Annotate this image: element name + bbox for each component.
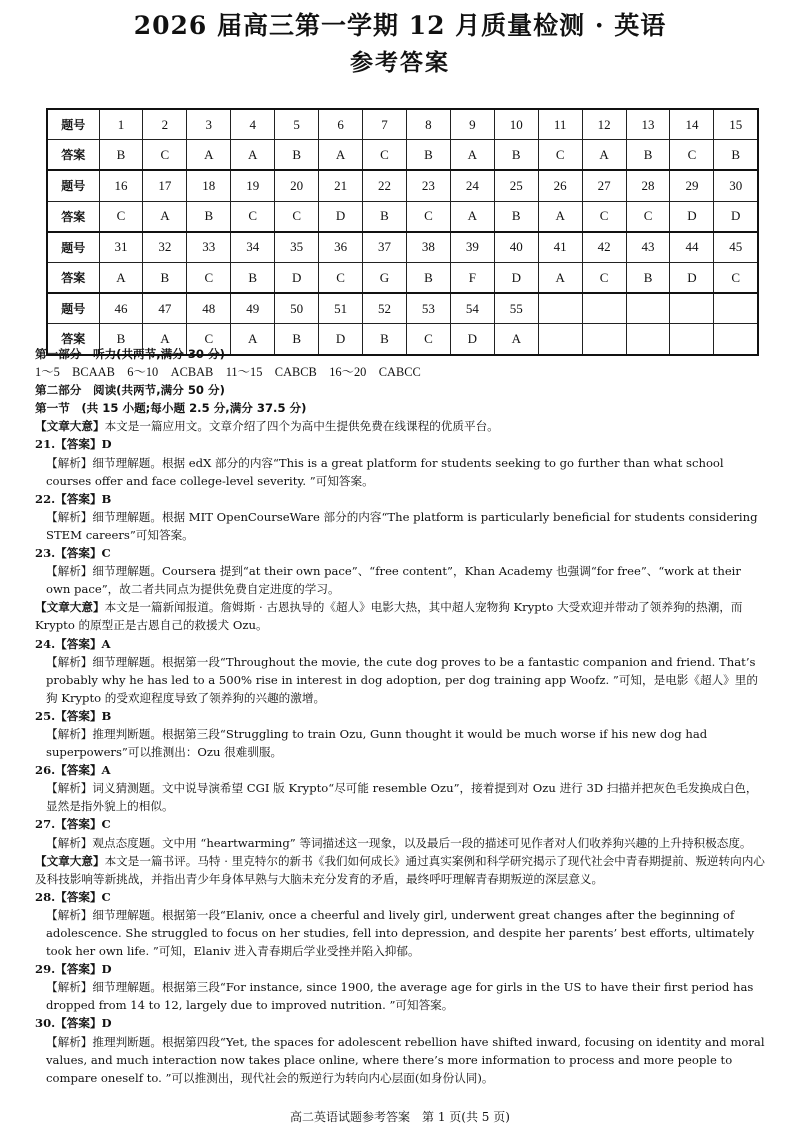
row-label-answer: 答案 — [47, 262, 99, 293]
summary-label: 【文章大意】 — [35, 419, 105, 434]
answer-table — [46, 108, 759, 356]
question-number-cell: 32 — [143, 232, 187, 263]
row-label-answer: 答案 — [47, 140, 99, 171]
answer-cell: D — [319, 324, 363, 355]
question-number-cell: 9 — [450, 109, 494, 140]
answer-cell: C — [231, 201, 275, 232]
question-number-cell: 55 — [494, 293, 538, 324]
answer-cell: B — [626, 140, 670, 171]
answer-cell: C — [626, 201, 670, 232]
answer-cell: F — [450, 262, 494, 293]
answer-cell: D — [450, 324, 494, 355]
question-number-cell — [626, 293, 670, 324]
question-number-cell: 39 — [450, 232, 494, 263]
answer-cell: C — [582, 201, 626, 232]
question-number-cell: 20 — [275, 170, 319, 201]
question-number-cell: 28 — [626, 170, 670, 201]
question-number-cell: 12 — [582, 109, 626, 140]
answer-cell: C — [187, 324, 231, 355]
answer-row — [47, 140, 758, 171]
answer-cell: B — [494, 140, 538, 171]
question-number-cell: 53 — [406, 293, 450, 324]
answer-cell: B — [406, 140, 450, 171]
question-number-cell: 11 — [538, 109, 582, 140]
answer-cell: A — [143, 201, 187, 232]
answer-explanations — [35, 345, 767, 1087]
part1-answers: 1～5 BCAAB 6～10 ACBAB 11～15 CABCB 16～20 CABCC — [35, 365, 421, 380]
question-number-cell: 10 — [494, 109, 538, 140]
q26-answer: 26.【答案】A — [35, 763, 111, 778]
answer-cell: B — [275, 324, 319, 355]
answer-cell: B — [187, 201, 231, 232]
answer-cell: A — [187, 140, 231, 171]
page-footer: 高二英语试题参考答案 第 1 页(共 5 页) — [290, 1110, 510, 1124]
answer-cell: C — [187, 262, 231, 293]
question-number-row — [47, 232, 758, 263]
answer-cell: C — [714, 262, 758, 293]
q28-explanation: 【解析】细节理解题。根据第一段“Elaniv, once a cheerful and lively girl, underwent great changes after the beginning of adolescence. She struggled to focus on her studies, fell into depression, and despite her parents’ best efforts, ultimately took her own life. ”可知，Elaniv 进入青春期后学业受挫并陷入抑郁。 — [46, 907, 755, 959]
answer-cell: B — [99, 140, 143, 171]
question-number-cell: 2 — [143, 109, 187, 140]
question-number-row — [47, 109, 758, 140]
question-number-cell: 35 — [275, 232, 319, 263]
q28-answer: 28.【答案】C — [35, 889, 111, 904]
summary-text: 本文是一篇新闻报道。詹姆斯 · 古恩执导的《超人》电影大热，其中超人宠物狗 Krypto 大受欢迎并带动了领养狗的热潮，而 Krypto 的原型正是古恩自己的救援犬 Ozu。 — [35, 600, 743, 633]
part2-title: 第二部分 阅读(共两节,满分 50 分) — [35, 383, 225, 398]
question-number-cell: 52 — [363, 293, 407, 324]
question-number-cell: 49 — [231, 293, 275, 324]
question-number-cell: 17 — [143, 170, 187, 201]
answer-cell: C — [538, 140, 582, 171]
section1-title: 第一节 (共 15 小题;每小题 2.5 分,满分 37.5 分) — [35, 401, 307, 416]
question-number-cell: 51 — [319, 293, 363, 324]
question-number-cell: 22 — [363, 170, 407, 201]
answer-cell: A — [99, 262, 143, 293]
answer-row — [47, 201, 758, 232]
question-number-cell: 50 — [275, 293, 319, 324]
answer-cell: B — [494, 201, 538, 232]
question-number-cell: 24 — [450, 170, 494, 201]
summary-label: 【文章大意】 — [35, 853, 105, 868]
question-number-cell: 15 — [714, 109, 758, 140]
question-number-cell: 5 — [275, 109, 319, 140]
q30-explanation: 【解析】推理判断题。根据第四段“Yet, the spaces for adolescent rebellion have shifted inward, focusing on identity and moral values, and much interaction now takes place online, where there’s more information to process and more people to compare oneself to. ”可以推测出，现代社会的叛逆行为转向内心层面(如身份认同)。 — [46, 1034, 765, 1085]
question-number-cell — [582, 293, 626, 324]
question-number-cell: 14 — [670, 109, 714, 140]
question-number-cell: 18 — [187, 170, 231, 201]
question-number-cell: 54 — [450, 293, 494, 324]
question-number-cell: 23 — [406, 170, 450, 201]
q22-answer: 22.【答案】B — [35, 491, 112, 506]
row-label-question: 题号 — [47, 232, 99, 263]
question-number-row — [47, 293, 758, 324]
question-number-row — [47, 170, 758, 201]
answer-cell: A — [450, 201, 494, 232]
answer-cell: B — [99, 324, 143, 355]
answer-cell: D — [670, 201, 714, 232]
question-number-cell: 34 — [231, 232, 275, 263]
question-number-cell: 8 — [406, 109, 450, 140]
q24-explanation: 【解析】细节理解题。根据第一段“Throughout the movie, the cute dog proves to be a fantastic companion and friend. That’s probably why he has led to a 500% rise in interest in dog adoption, per dog training app Woofz. ”可知，是电影《超人》里的狗 Krypto 的受欢迎程度导致了领养狗的兴趣的激增。 — [46, 654, 758, 705]
question-number-cell: 41 — [538, 232, 582, 263]
answer-cell: B — [275, 140, 319, 171]
q27-explanation: 【解析】观点态度题。文中用 “heartwarming” 等词描述这一现象，以及最后一段的描述可见作者对人们收养狗兴趣的上升持积极态度。 — [46, 835, 752, 850]
question-number-cell: 29 — [670, 170, 714, 201]
answer-cell: G — [363, 262, 407, 293]
q27-answer: 27.【答案】C — [35, 817, 111, 832]
question-number-cell — [714, 293, 758, 324]
q24-answer: 24.【答案】A — [35, 636, 111, 651]
q30-answer: 30.【答案】D — [35, 1016, 112, 1031]
answer-cell: D — [714, 201, 758, 232]
row-label-answer: 答案 — [47, 201, 99, 232]
question-number-cell — [670, 293, 714, 324]
question-number-cell: 33 — [187, 232, 231, 263]
question-number-cell: 40 — [494, 232, 538, 263]
question-number-cell: 3 — [187, 109, 231, 140]
question-number-cell: 26 — [538, 170, 582, 201]
question-number-cell: 25 — [494, 170, 538, 201]
answer-cell: A — [450, 140, 494, 171]
passage-a-summary — [35, 417, 767, 435]
part1-title: 第一部分 听力(共两节,满分 30 分) — [35, 347, 225, 361]
answer-cell: D — [275, 262, 319, 293]
answer-cell: C — [670, 140, 714, 171]
answer-cell: B — [714, 140, 758, 171]
answer-row — [47, 262, 758, 293]
question-number-cell: 19 — [231, 170, 275, 201]
question-number-cell: 13 — [626, 109, 670, 140]
q25-explanation: 【解析】推理判断题。根据第三段“Struggling to train Ozu, Gunn thought it would be much worse if his new dog had superpowers”可以推测出：Ozu 很难驯服。 — [46, 726, 708, 760]
answer-cell: C — [319, 262, 363, 293]
answer-cell: A — [319, 140, 363, 171]
q21-answer: 21.【答案】D — [35, 437, 112, 452]
summary-label: 【文章大意】 — [35, 600, 105, 615]
question-number-cell: 38 — [406, 232, 450, 263]
q22-explanation: 【解析】细节理解题。根据 MIT OpenCourseWare 部分的内容“The platform is particularly beneficial for students considering STEM careers”可知答案。 — [46, 509, 758, 542]
answer-cell: A — [231, 140, 275, 171]
q29-answer: 29.【答案】D — [35, 962, 112, 977]
q23-explanation: 【解析】细节理解题。Coursera 提到“at their own pace”、“free content”，Khan Academy 也强调“for free”、“work at their own pace”，故二者共同点为提供免费自定进度的学习。 — [46, 564, 741, 597]
question-number-cell: 44 — [670, 232, 714, 263]
answer-cell: A — [538, 262, 582, 293]
summary-text: 本文是一篇应用文。文章介绍了四个为高中生提供免费在线课程的优质平台。 — [104, 419, 499, 434]
question-number-cell: 16 — [99, 170, 143, 201]
answer-cell: C — [406, 324, 450, 355]
q26-explanation: 【解析】词义猜测题。文中说导演希望 CGI 版 Krypto“尽可能 resemble Ozu”，接着提到对 Ozu 进行 3D 扫描并把灰色毛发换成白色，显然是指外貌上的相似。 — [46, 781, 758, 814]
row-label-question: 题号 — [47, 293, 99, 324]
answer-cell: C — [363, 140, 407, 171]
answer-cell: A — [143, 324, 187, 355]
question-number-cell: 7 — [363, 109, 407, 140]
question-number-cell: 4 — [231, 109, 275, 140]
answer-cell: A — [494, 324, 538, 355]
question-number-cell: 21 — [319, 170, 363, 201]
answer-cell: C — [406, 201, 450, 232]
answer-cell: D — [670, 262, 714, 293]
answer-cell: C — [275, 201, 319, 232]
question-number-cell: 6 — [319, 109, 363, 140]
answer-cell: C — [582, 262, 626, 293]
answer-cell: B — [626, 262, 670, 293]
question-number-cell: 48 — [187, 293, 231, 324]
q29-explanation: 【解析】细节理解题。根据第三段“For instance, since 1900, the average age for girls in the US to have their first period has dropped from 14 to 12, largely due to improved nutrition. ”可知答案。 — [46, 980, 754, 1013]
answer-cell: B — [406, 262, 450, 293]
question-number-cell — [538, 293, 582, 324]
page-title: 2026 届高三第一学期 12 月质量检测 · 英语 — [133, 11, 667, 40]
answer-cell: B — [231, 262, 275, 293]
passage-c-summary — [35, 852, 767, 888]
q23-answer: 23.【答案】C — [35, 546, 111, 561]
answer-cell: C — [99, 201, 143, 232]
answer-cell: B — [363, 201, 407, 232]
question-number-cell: 47 — [143, 293, 187, 324]
question-number-cell: 27 — [582, 170, 626, 201]
passage-b-summary — [35, 598, 767, 634]
page-subtitle: 参考答案 — [350, 49, 450, 76]
answer-cell: A — [582, 140, 626, 171]
answer-cell: C — [143, 140, 187, 171]
question-number-cell: 46 — [99, 293, 143, 324]
row-label-question: 题号 — [47, 109, 99, 140]
q25-answer: 25.【答案】B — [35, 708, 112, 723]
answer-cell: B — [143, 262, 187, 293]
row-label-answer: 答案 — [47, 324, 99, 355]
question-number-cell: 1 — [99, 109, 143, 140]
question-number-cell: 37 — [363, 232, 407, 263]
question-number-cell: 36 — [319, 232, 363, 263]
answer-cell: D — [319, 201, 363, 232]
question-number-cell: 43 — [626, 232, 670, 263]
q21-explanation: 【解析】细节理解题。根据 edX 部分的内容“This is a great platform for students seeking to go further than what school courses offer and face college-level severity. ”可知答案。 — [46, 455, 724, 488]
answer-cell: D — [494, 262, 538, 293]
summary-text: 本文是一篇书评。马特 · 里克特尔的新书《我们如何成长》通过真实案例和科学研究揭示了现代社会中青春期提前、叛逆转向内心及科技影响等新挑战，并指出青少年身体早熟与大脑未充分发育的矛盾，最终呼吁理解青春期叛逆的深层意义。 — [35, 853, 765, 886]
answer-cell: A — [231, 324, 275, 355]
question-number-cell: 31 — [99, 232, 143, 263]
question-number-cell: 45 — [714, 232, 758, 263]
row-label-question: 题号 — [47, 170, 99, 201]
question-number-cell: 30 — [714, 170, 758, 201]
question-number-cell: 42 — [582, 232, 626, 263]
answer-cell: B — [363, 324, 407, 355]
answer-cell: A — [538, 201, 582, 232]
